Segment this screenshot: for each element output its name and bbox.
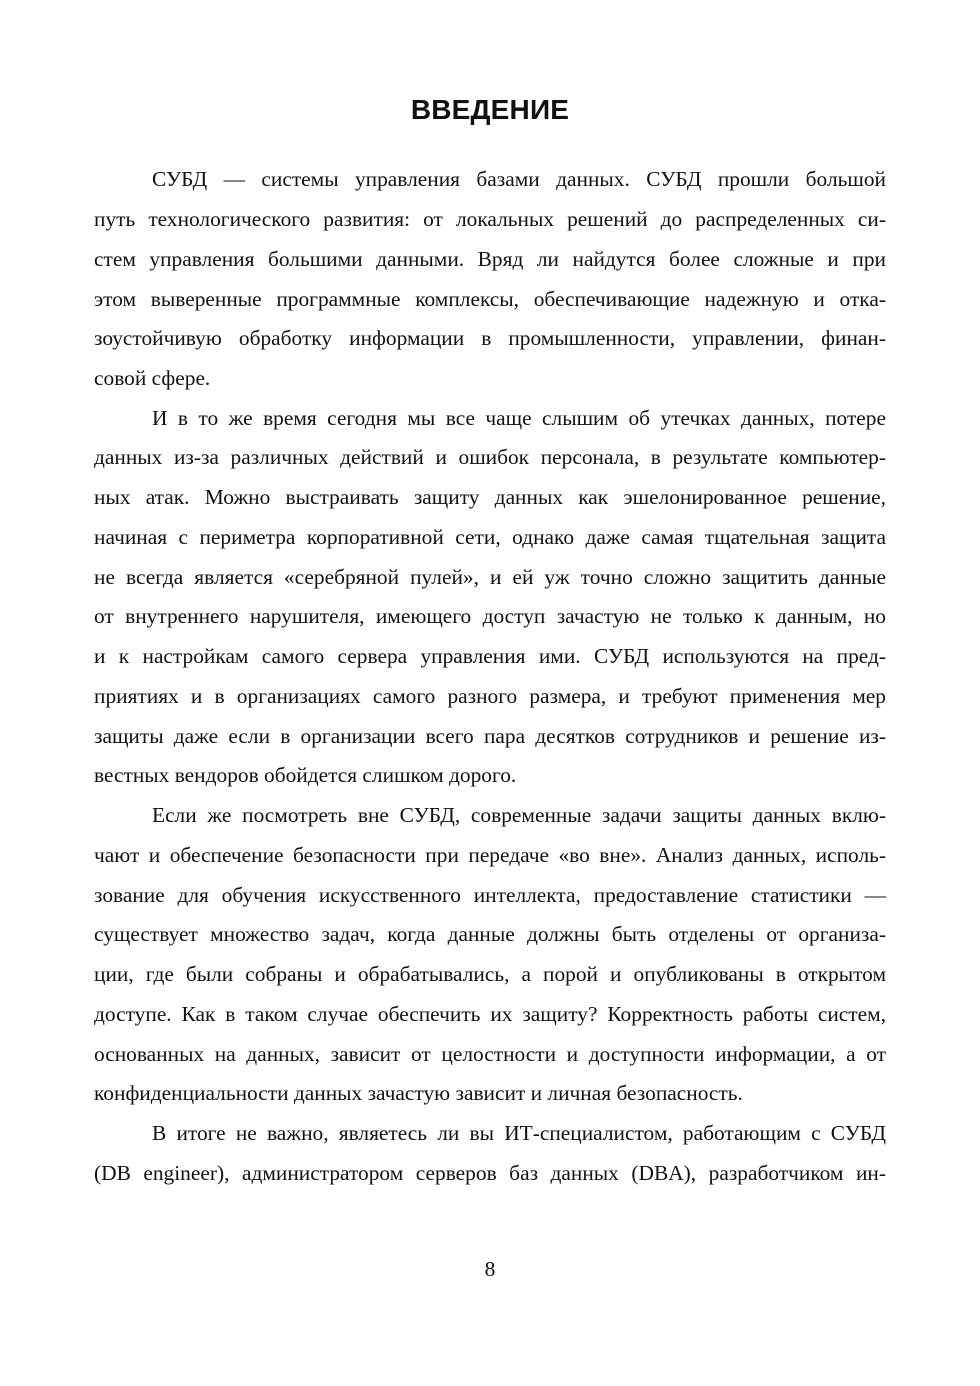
paragraph-3-line-7: основанных на данных, зависит от целостности и доступности информации, а от [94,1042,886,1066]
paragraph-2-line-5: не всегда является «серебряной пулей», и ей уж точно сложно защитить данные [94,565,886,589]
paragraph-2-line-10: вестных вендоров обойдется слишком дорого. [94,763,517,787]
paragraph-2-line-2: данных из-за различных действий и ошибок персонала, в результате компьютер- [94,445,886,469]
paragraph-2-line-3: ных атак. Можно выстраивать защиту данных как эшелонированное решение, [94,485,886,509]
paragraph-3-line-5: ции, где были собраны и обрабатывались, а порой и опубликованы в открытом [94,962,886,986]
paragraph-1-line-6: совой сфере. [94,366,211,390]
paragraph-3-line-2: чают и обеспечение безопасности при передаче «во вне». Анализ данных, исполь- [94,843,886,867]
paragraph-3-line-8: конфиденциальности данных зачастую зависит и личная безопасность. [94,1081,743,1105]
paragraph-2-line-9: защиты даже если в организации всего пара десятков сотрудников и решение из- [94,724,886,748]
paragraph-3-line-1: Если же посмотреть вне СУБД, современные задачи защиты данных вклю- [152,803,886,827]
paragraph-1-line-4: этом выверенные программные комплексы, обеспечивающие надежную и отка- [94,287,886,311]
paragraph-4-line-2: (DB engineer), администратором серверов баз данных (DBA), разработчиком ин- [94,1161,886,1185]
paragraph-2-line-8: приятиях и в организациях самого разного размера, и требуют применения мер [94,684,886,708]
paragraph-2-line-7: и к настройкам самого сервера управления ими. СУБД используются на пред- [94,644,886,668]
paragraph-3-line-3: зование для обучения искусственного интеллекта, предоставление статистики — [94,883,886,907]
paragraph-4-line-1: В итоге не важно, являетесь ли вы ИТ-специалистом, работающим с СУБД [152,1121,886,1145]
paragraph-1-line-2: путь технологического развития: от локальных решений до распределенных си- [94,207,886,231]
page-number: 8 [484,1257,496,1281]
paragraph-1-line-3: стем управления большими данными. Вряд ли найдутся более сложные и при [94,247,886,271]
paragraph-3-line-4: существует множество задач, когда данные должны быть отделены от организа- [94,922,886,946]
paragraph-1-line-5: зоустойчивую обработку информации в промышленности, управлении, финан- [94,326,886,350]
paragraph-2-line-1: И в то же время сегодня мы все чаще слышим об утечках данных, потере [152,406,886,430]
paragraph-2-line-4: начиная с периметра корпоративной сети, однако даже самая тщательная защита [94,525,886,549]
paragraph-1-line-1: СУБД — системы управления базами данных. СУБД прошли большой [152,167,886,191]
page-title: ВВЕДЕНИЕ [410,94,570,125]
paragraph-3-line-6: доступе. Как в таком случае обеспечить их защиту? Корректность работы систем, [94,1002,886,1026]
paragraph-2-line-6: от внутреннего нарушителя, имеющего доступ зачастую не только к данным, но [94,604,886,628]
